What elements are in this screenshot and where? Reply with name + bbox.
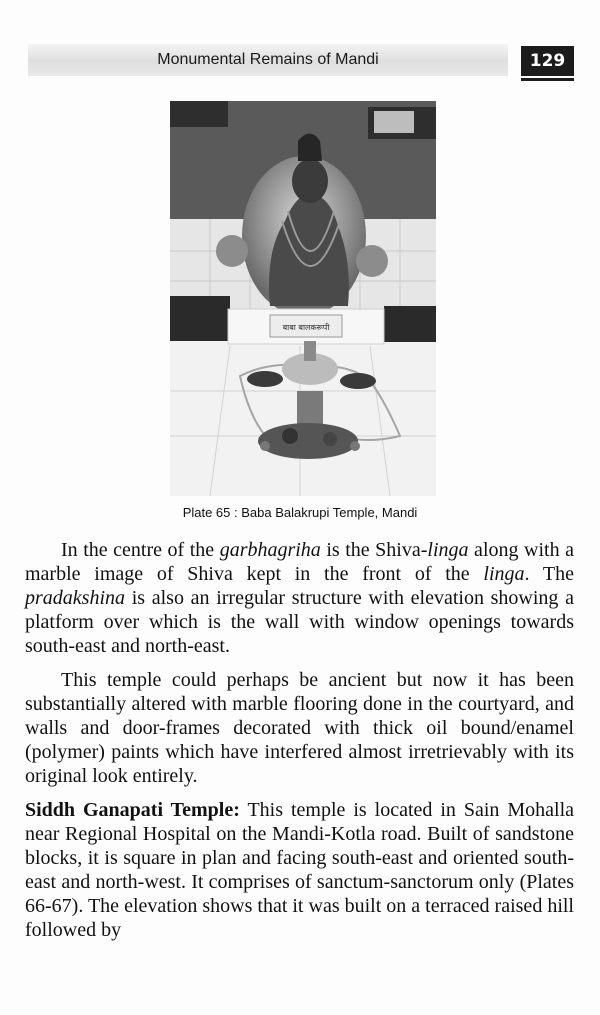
text-run: . The bbox=[524, 563, 575, 585]
inscription-text: बाबा बालकरूपी bbox=[282, 323, 330, 332]
flower-offerings bbox=[258, 423, 358, 459]
flowers-left bbox=[216, 235, 248, 267]
altar-side-right bbox=[384, 306, 436, 342]
paragraph bbox=[25, 668, 574, 788]
plate-caption: Plate 65 : Baba Balakrupi Temple, Mandi bbox=[182, 505, 418, 520]
page-number-rule bbox=[521, 78, 574, 81]
italic-term: linga bbox=[483, 563, 525, 585]
text-run: In the centre of the bbox=[61, 539, 220, 561]
body-text bbox=[25, 538, 574, 942]
page-number-badge: 129 bbox=[521, 46, 574, 76]
flowers-right bbox=[356, 245, 388, 277]
deity-head bbox=[292, 159, 328, 203]
running-header-title: Monumental Remains of Mandi bbox=[157, 51, 379, 68]
text-run: is also an irregular structure with elevation showing a platform over which is the wall with window openings towards south-east and north-east. bbox=[25, 587, 574, 657]
section-heading: Siddh Ganapati Temple: bbox=[25, 799, 240, 821]
paragraph bbox=[25, 798, 574, 942]
text-run: along with a marble image of Shiva kept in the front of the bbox=[25, 539, 574, 585]
offering-right bbox=[340, 373, 376, 389]
text-run: is the Shiva- bbox=[320, 539, 428, 561]
text-run: This temple could perhaps be ancient but now it has been substantially altered with marble flooring done in the courtyard, and walls and door-frames decorated with thick oil bound/enamel (polymer) paints which have interfered almost irretrievably with its original look entirely. bbox=[25, 669, 574, 787]
italic-term: garbhagriha bbox=[219, 539, 321, 561]
italic-term: pradakshina bbox=[25, 587, 125, 609]
paragraph bbox=[25, 538, 574, 658]
plate-65-photo bbox=[170, 101, 436, 496]
altar-side-left bbox=[170, 296, 230, 341]
italic-term: linga bbox=[427, 539, 469, 561]
text-run: This temple is located in Sain Mohalla near Regional Hospital on the Mandi-Kotla road. Built of sandstone blocks, it is square in plan and facing south-east and oriented south-east and north-west. It comprises of sanctum-sanctorum only (Plates 66-67). The elevation shows that it was built on a terraced raised hill followed by bbox=[25, 799, 575, 941]
wall-frame-left bbox=[170, 101, 228, 127]
offering-left bbox=[247, 371, 283, 387]
